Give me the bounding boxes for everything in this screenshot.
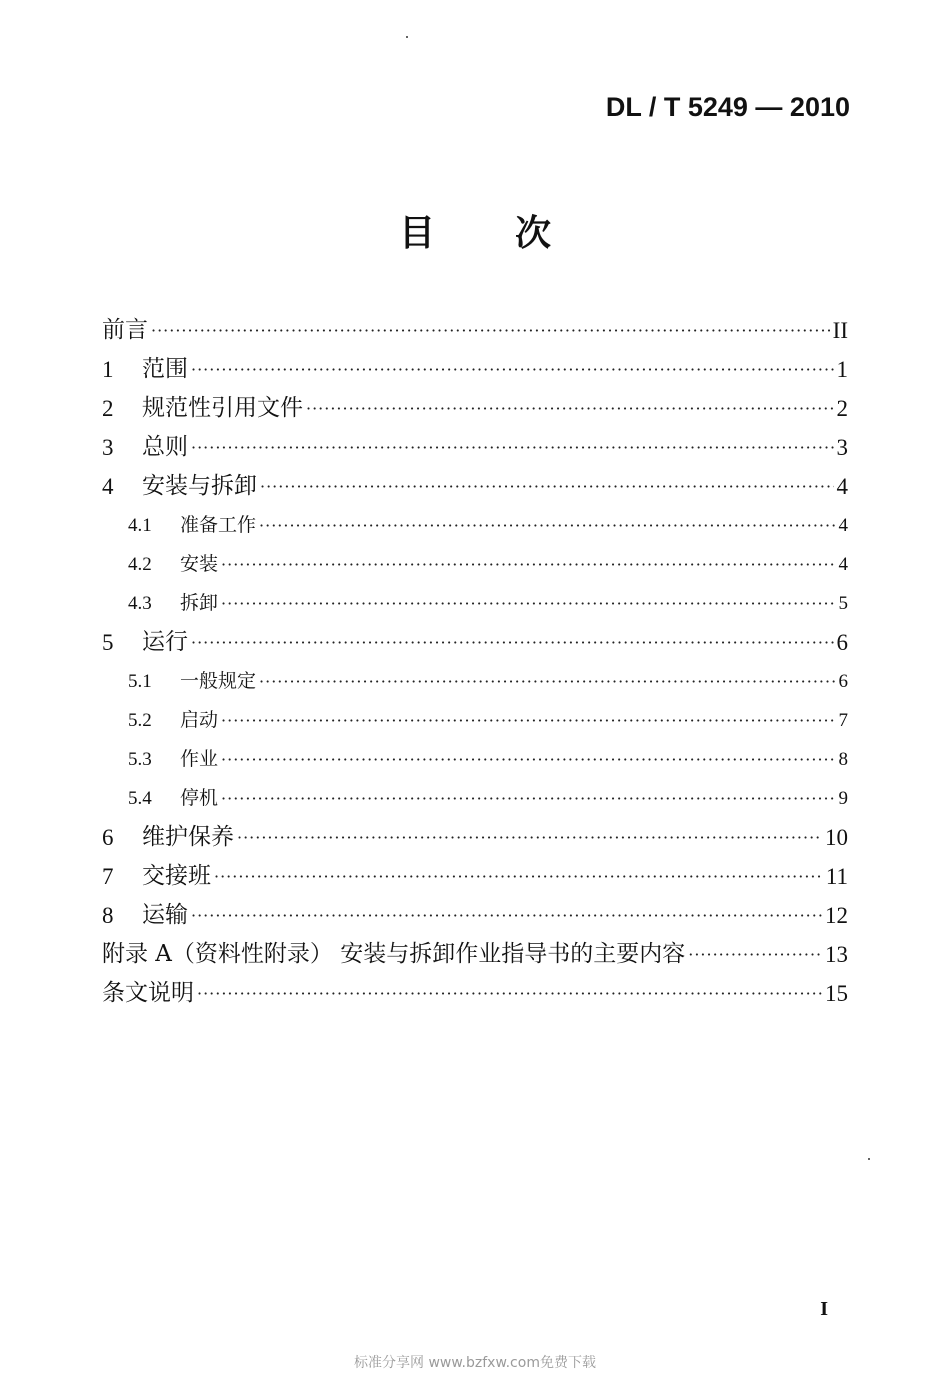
- toc-leader-dots: [191, 896, 822, 935]
- scan-speck: [868, 1158, 870, 1160]
- toc-leader-dots: [260, 467, 834, 506]
- toc-entry: [102, 428, 848, 467]
- toc-entry-page: 1: [836, 357, 848, 382]
- toc-entry: [102, 740, 848, 779]
- toc-entry: [102, 857, 848, 896]
- toc-entry: [102, 389, 848, 428]
- toc-entry-page: 6: [836, 630, 848, 655]
- toc-entry-page: 12: [825, 903, 848, 928]
- toc-leader-dots: [688, 935, 822, 974]
- toc-entry: [102, 935, 848, 974]
- toc-entry-number: 4.3: [128, 593, 152, 614]
- toc-leader-dots: [191, 428, 834, 467]
- toc-entry: [102, 506, 848, 545]
- toc-entry-label: 运输: [142, 902, 188, 928]
- title-char-1: 目: [398, 213, 435, 254]
- toc-leader-dots: [259, 662, 835, 701]
- toc-entry-page: II: [832, 318, 848, 343]
- toc-entry-label: 总则: [142, 434, 188, 460]
- toc-entry-page: 13: [825, 942, 848, 967]
- toc-leader-dots: [191, 350, 834, 389]
- toc-entry-page: 8: [838, 749, 848, 770]
- toc-entry-page: 4: [836, 474, 848, 499]
- toc-leader-dots: [221, 779, 835, 818]
- toc-entry: [102, 311, 848, 350]
- toc-entry-label: 作业: [180, 748, 219, 770]
- table-of-contents: [102, 311, 848, 1013]
- toc-entry-label: 前言: [102, 317, 148, 343]
- toc-entry: [102, 896, 848, 935]
- toc-leader-dots: [306, 389, 834, 428]
- toc-entry-page: 4: [838, 554, 848, 575]
- toc-entry-number: 4: [102, 474, 114, 499]
- toc-entry-page: 10: [825, 825, 848, 850]
- toc-leader-dots: [221, 701, 835, 740]
- toc-entry: [102, 545, 848, 584]
- toc-entry: [102, 701, 848, 740]
- toc-entry-number: 4.1: [128, 515, 152, 536]
- toc-entry: [102, 350, 848, 389]
- toc-entry-label: 规范性引用文件: [142, 395, 303, 421]
- toc-entry-page: 5: [838, 593, 848, 614]
- toc-entry-number: 5.2: [128, 710, 152, 731]
- toc-entry-label: 停机: [180, 787, 219, 809]
- toc-leader-dots: [237, 818, 822, 857]
- toc-entry-label: 范围: [142, 356, 188, 382]
- page-number: I: [820, 1298, 828, 1320]
- toc-entry-number: 6: [102, 825, 114, 850]
- toc-entry-number: 5: [102, 630, 114, 655]
- scan-speck: [406, 36, 408, 38]
- toc-entry-number: 5.4: [128, 788, 152, 809]
- toc-entry: [102, 818, 848, 857]
- toc-entry-page: 9: [838, 788, 848, 809]
- toc-leader-dots: [221, 584, 835, 623]
- toc-entry: [102, 974, 848, 1013]
- toc-entry-label: 安装与拆卸: [142, 473, 257, 499]
- toc-leader-dots: [221, 740, 835, 779]
- toc-entry-page: 3: [836, 435, 848, 460]
- toc-leader-dots: [214, 857, 823, 896]
- toc-entry-page: 7: [838, 710, 848, 731]
- toc-entry-label: 准备工作: [180, 514, 257, 536]
- title-char-2: 次: [515, 213, 552, 254]
- toc-entry-label: 一般规定: [180, 670, 257, 692]
- toc-entry-page: 11: [825, 864, 848, 889]
- toc-entry-label: 维护保养: [142, 824, 234, 850]
- toc-entry-label: 启动: [180, 709, 219, 731]
- toc-entry-page: 2: [836, 396, 848, 421]
- toc-entry: [102, 662, 848, 701]
- toc-leader-dots: [221, 545, 835, 584]
- toc-entry-label: 交接班: [142, 863, 211, 889]
- toc-entry-label: 运行: [142, 629, 188, 655]
- toc-leader-dots: [259, 506, 835, 545]
- watermark: 标准分享网 www.bzfxw.com免费下载: [354, 1355, 596, 1371]
- toc-entry-number: 4.2: [128, 554, 152, 575]
- toc-entry-label: 拆卸: [180, 592, 219, 614]
- toc-leader-dots: [191, 623, 834, 662]
- toc-leader-dots: [197, 974, 822, 1013]
- page-title: [0, 205, 950, 256]
- toc-entry-page: 15: [825, 981, 848, 1006]
- toc-entry-number: 8: [102, 903, 114, 928]
- toc-entry-number: 1: [102, 357, 114, 382]
- toc-entry-page: 6: [838, 671, 848, 692]
- toc-entry: [102, 623, 848, 662]
- toc-entry-number: 2: [102, 396, 114, 421]
- toc-entry: [102, 584, 848, 623]
- toc-entry-number: 3: [102, 435, 114, 460]
- document-code: DL / T 5249 — 2010: [605, 92, 850, 122]
- toc-leader-dots: [151, 311, 830, 350]
- toc-entry-number: 5.3: [128, 749, 152, 770]
- toc-entry-label: 条文说明: [102, 980, 194, 1006]
- toc-entry-page: 4: [838, 515, 848, 536]
- toc-entry-number: 7: [102, 864, 114, 889]
- toc-entry: [102, 779, 848, 818]
- toc-entry-label: 安装: [180, 553, 219, 575]
- toc-entry-label: 附录 A（资料性附录） 安装与拆卸作业指导书的主要内容: [102, 941, 686, 967]
- toc-entry-number: 5.1: [128, 671, 152, 692]
- toc-entry: [102, 467, 848, 506]
